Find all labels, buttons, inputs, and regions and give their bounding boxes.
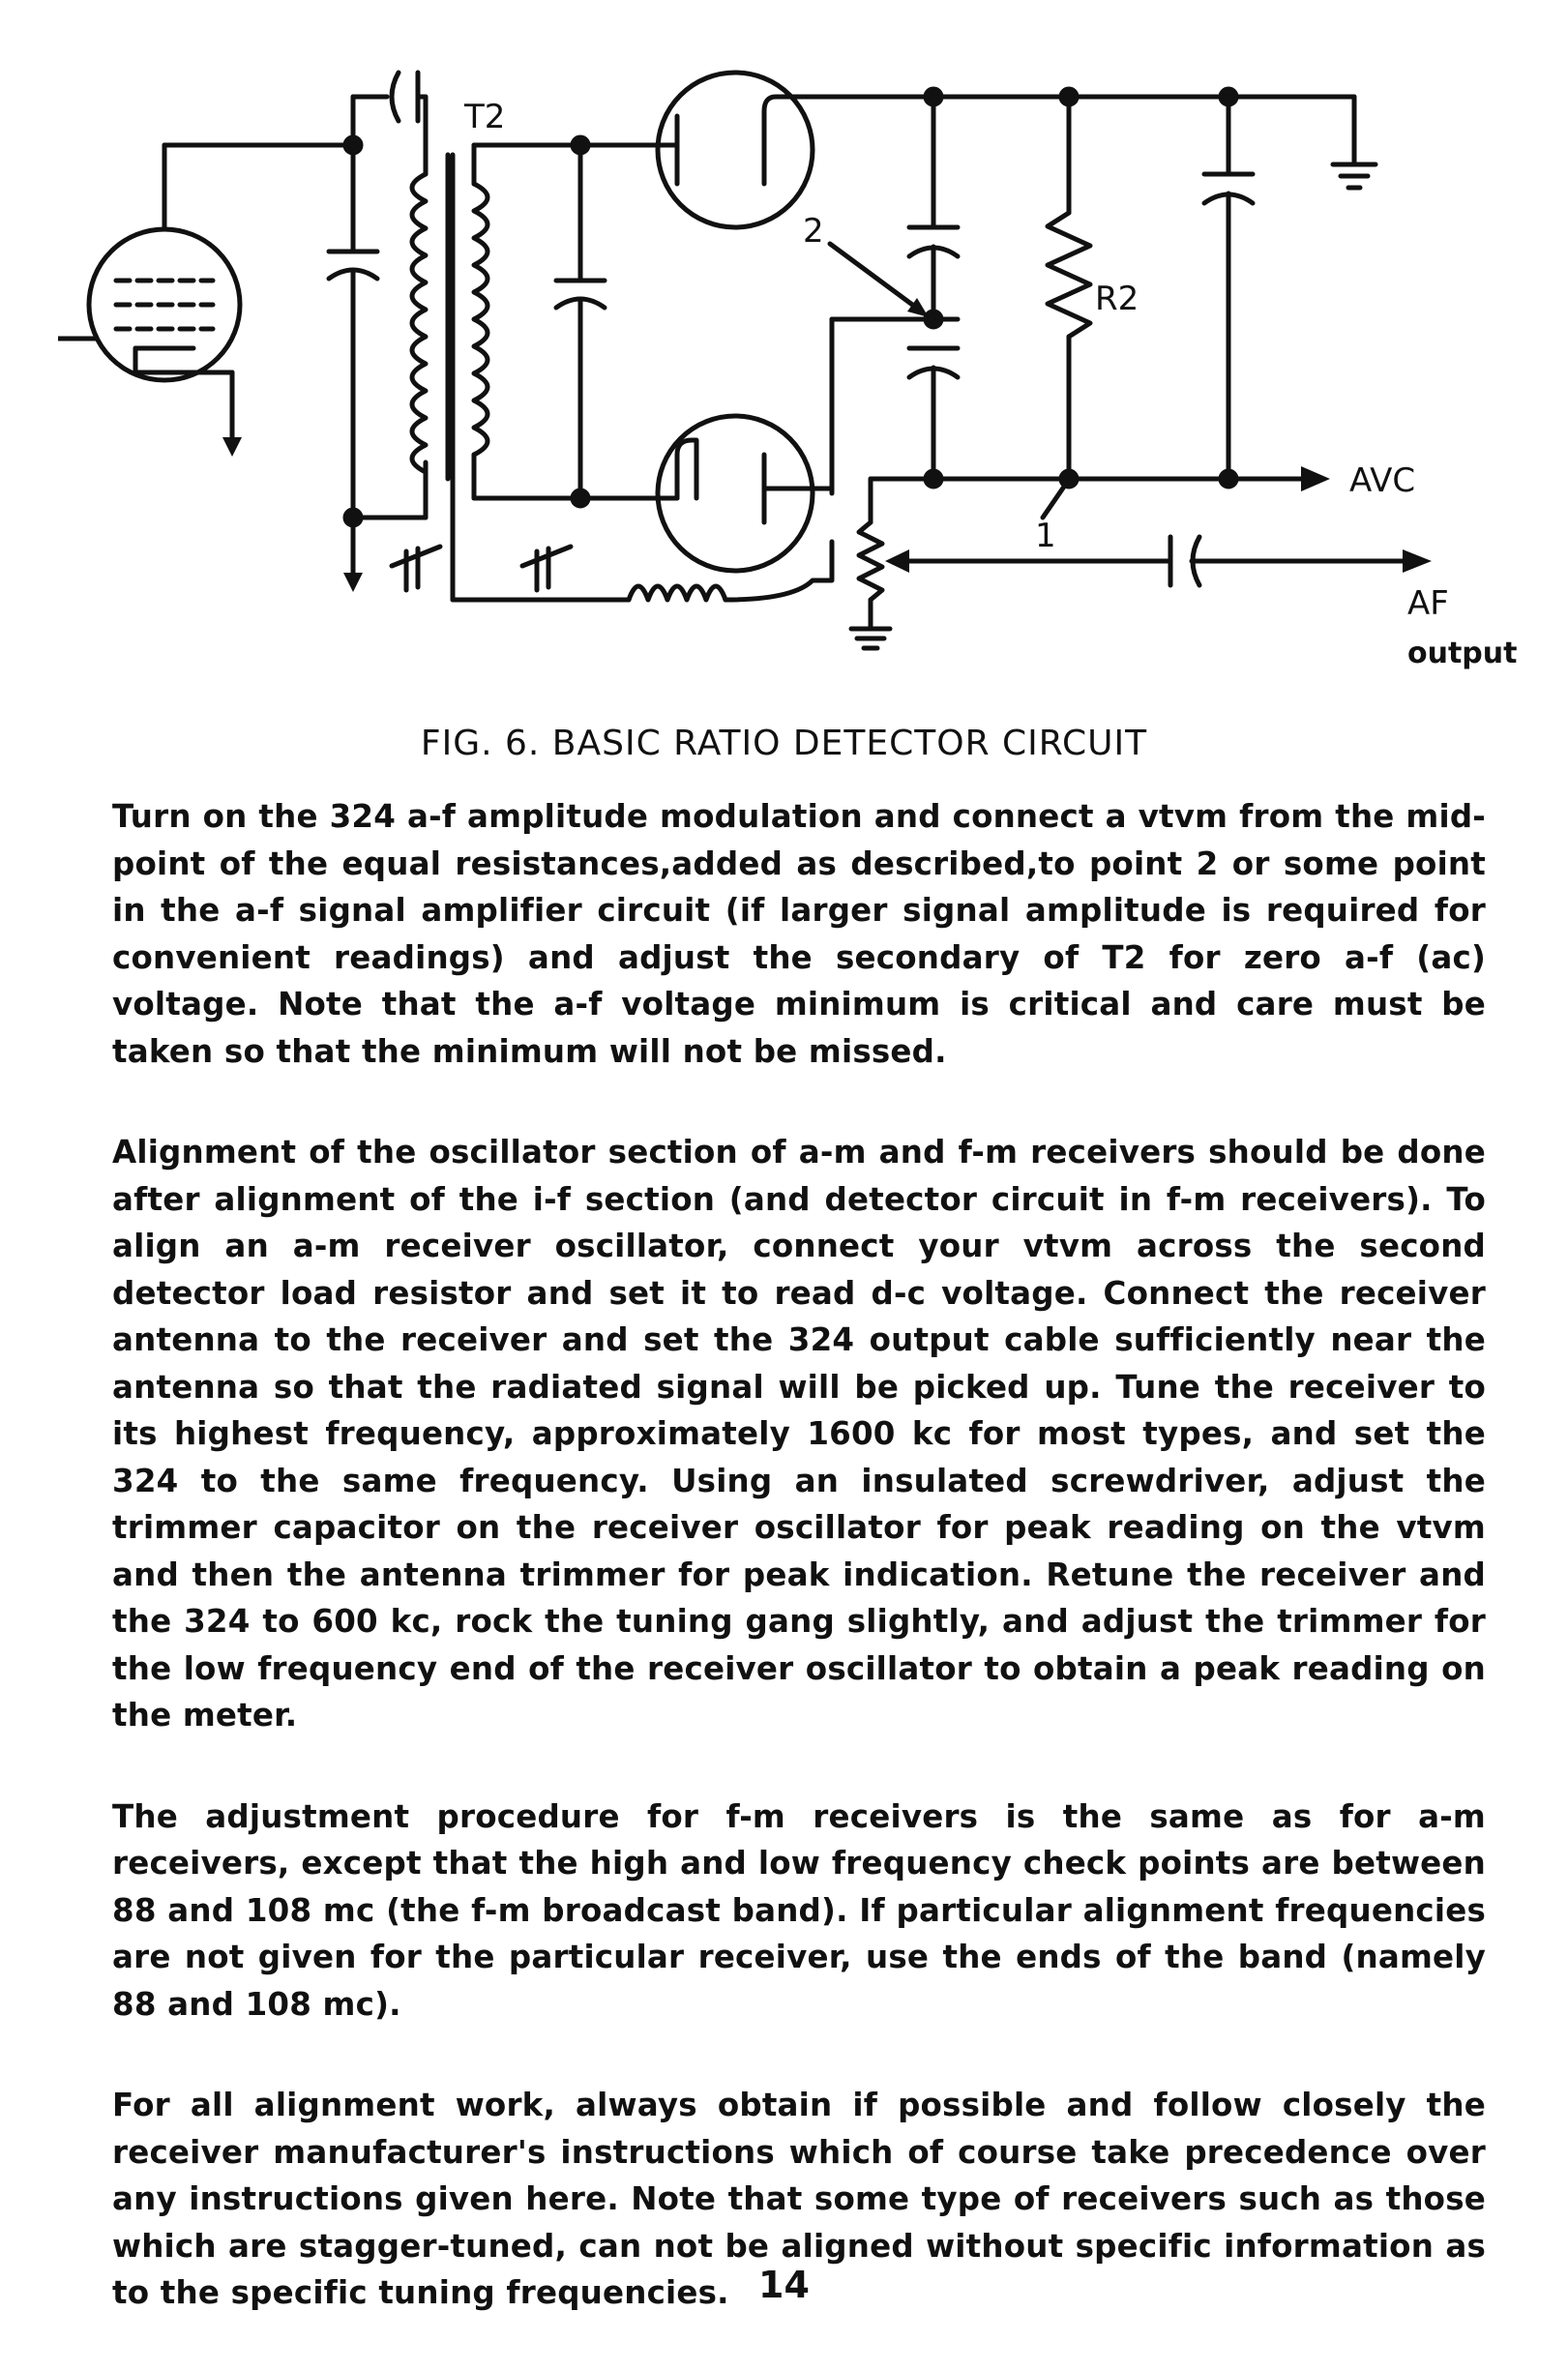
paragraph-oscillator-alignment: Alignment of the oscillator section of a-m and f-m receivers should be done after alignment of the i-f section (and detector circuit in f-m receivers). To align an a-m receiver oscillator, connect your vtvm across the second detector load resistor and set it to read d-c voltage. Connect the receiver antenna to the receiver and set the 324 output cable sufficiently near the antenna so that the radiated signal will be picked up. Tune the receiver to its highest frequency, approximately 1600 kc for most types, and set the 324 to the same frequency. Using an insulated screwdriver, adjust the trimmer capacitor on the receiver oscillator for peak reading on the vtvm and then the antenna trimmer for peak indication. Retune the receiver and the 324 to 600 kc, rock the tuning gang slightly, and adjust the trimmer for the low frequency end of the receiver oscillator to obtain a peak reading on the meter. [112,1134,1486,1734]
af-label: AF [1407,584,1449,623]
figure-caption: FIG. 6. BASIC RATIO DETECTOR CIRCUIT [420,724,1148,763]
point-1-pointer [1043,487,1064,518]
t2-label: T2 [464,98,506,136]
t2-core-and-secondary [448,137,677,506]
output-label: output [1407,637,1518,670]
r2-resistor [1048,89,1090,487]
body-text [112,793,1486,2371]
avc-line [871,466,1330,491]
t2-primary-coil [412,174,426,472]
circuit-diagram [58,39,1548,696]
trimmer-capacitors [392,547,571,590]
lower-diode-tube [658,416,832,571]
pentode-tube-symbol [58,145,242,457]
paragraph-fm-adjustment: The adjustment procedure for f-m receivers is the same as for a-m receivers, except that the high and low frequency check points are between 88 and 108 mc (the f-m broadcast band). If particular alignment frequencies are not given for the particular receiver, use the ends of the band (namely 88 and 108 mc). [112,1797,1486,2023]
ground-symbol-top [1333,97,1376,188]
page-number: 14 [758,2264,810,2306]
output-potentiometer [851,479,1170,648]
point-2-label: 2 [803,212,824,251]
primary-circuit-wiring [164,73,426,592]
stabilizing-capacitor [1204,89,1253,487]
paragraph-manufacturer-instructions: For all alignment work, always obtain if possible and follow closely the receiver manufacturer's instructions which of course take precedence over any instructions given here. Note that some type of receivers such as those which are stagger-tuned, can not be aligned without specific information as to the specific tuning frequencies. [112,2087,1486,2311]
r2-label: R2 [1095,280,1139,318]
avc-label: AVC [1349,461,1416,500]
paragraph-vtvm-measurement: Turn on the 324 a-f amplitude modulation and connect a vtvm from the mid-point of the equal resistances,added as described,to point 2 or some point in the a-f signal amplifier circuit (if larger signal amplitude is required for convenient readings) and adjust the secondary of T2 for zero a-f (ac) voltage. Note that the a-f voltage minimum is critical and care must be taken so that the minimum will not be missed. [112,798,1486,1070]
ratio-detector-schematic [58,39,1548,696]
upper-diode-tube [658,73,1354,227]
point-1-label: 1 [1035,517,1056,555]
af-coupling-capacitor [1170,537,1432,585]
